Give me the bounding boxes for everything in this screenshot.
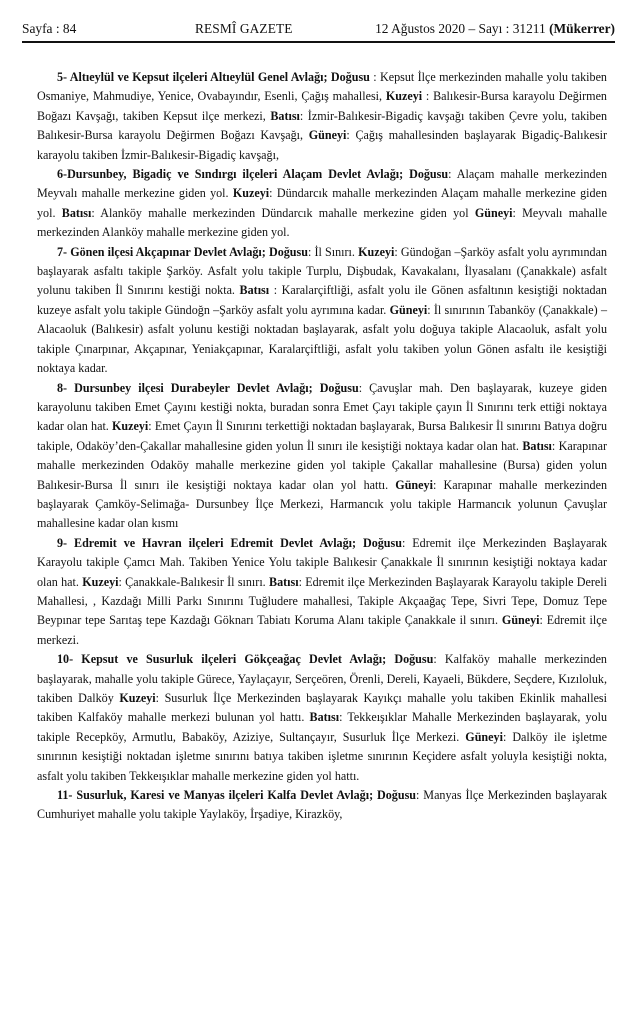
section-title: 5- Altıeylül ve Kepsut ilçeleri Altıeylül Genel Avlağı; [57, 70, 328, 84]
section-title: 11- Susurluk, Karesi ve Manyas ilçeleri Kalfa Devlet Avlağı; [57, 788, 374, 803]
direction-label: Güneyi [474, 205, 513, 220]
section-paragraph [37, 379, 607, 534]
boundary-text: : Gündoğan –Şarköy asfalt yolu ayrımından başlayarak asfaltı takiple Şarköy. Asfalt yolu takiple Turplu, Dişbudak, Kavakalanı, İlyasalanı (Çanakkale) asfalt yolunu takiben İl Sınırını kestiği nokta. [37, 244, 607, 298]
section-title: 10- Kepsut ve Susurluk ilçeleri Gökçeağaç Devlet Avlağı; [57, 652, 387, 667]
direction-label: Batısı [309, 710, 340, 725]
direction-label: Batısı [522, 438, 552, 453]
boundary-text: : Dalköy ile işletme sınırının kesiştiği noktadan işletme sınırını batıya takiben işletme sınırının Keçidere asfalt yoluyla kesiştiği nokta, asfalt yolu takiben Tekkeışıklar mahalle merkezine giden yol hattı. [37, 729, 607, 783]
publication-title: RESMÎ GAZETE [195, 21, 293, 36]
boundary-text: : Alaçam mahalle merkezinden Meyvalı mahalle merkezine giden yol. [37, 167, 607, 201]
boundary-text: : Karapınar mahalle merkezinden Odaköy mahalle merkezine giden yol takiple Çakallar mahallesine (Bursa) giden yolun Balıkesir-Bursa İl sınırı ile kesiştiği noktaya kadar olan yol hattı. [37, 438, 607, 492]
boundary-text: : Balıkesir-Bursa karayolu Değirmen Boğazı Kavşağı, takiben Kepsut ilçe merkezi, [37, 89, 607, 123]
boundary-text: : Edremit ilçe Merkezinden Başlayarak Karayolu takiple Çamcı Mah. Takiben Yenice Yolu takiple Balıkesir Çanakkale İl sınırının kesiştiği noktaya kadar olan hat. [37, 535, 607, 589]
boundary-text: : Çağış mahallesinden başlayarak Bigadiç-Balıkesir karayolu takiben İzmir-Balıkesir-Bigadiç kavşağı, [37, 128, 607, 162]
boundary-text: : İl Sınırı. [307, 244, 359, 259]
section-title: 7- Gönen ilçesi Akçapınar Devlet Avlağı; [57, 244, 266, 259]
direction-label: Batısı [61, 205, 92, 220]
boundary-text: : Alanköy mahalle merkezinden Dündarcık mahalle merkezine giden yol [91, 205, 475, 220]
direction-label: Kuzeyi [119, 691, 156, 705]
boundary-text: : Manyas İlçe Merkezinden başlayarak Cumhuriyet mahalle yolu takiple Yaylaköy, İrşadiye, Kirazköy, [37, 788, 607, 822]
page-number: Sayfa : 84 [22, 21, 77, 36]
issue-suffix: (Mükerrer) [549, 21, 615, 36]
direction-label: Doğusu [268, 244, 308, 259]
section-paragraph [37, 650, 607, 786]
direction-label: Kuzeyi [82, 574, 119, 589]
issue-info [375, 20, 615, 38]
boundary-text: : İzmir-Balıkesir-Bigadiç kavşağı takiben Çevre yolu, takiben Balıkesir-Bursa karayolu Değirmen Boğazı Kavşağı, [37, 108, 607, 143]
section-paragraph [37, 243, 607, 379]
boundary-text: : Çanakkale-Balıkesir İl sınırı. [118, 574, 269, 589]
boundary-text: : Kalfaköy mahalle merkezinden başlayarak, mahalle yolu takiple Gürece, Yaylaçayır, Serçeören, Örenli, Dereli, Kayaeli, Bükdere, Seçdere, Kızıloluk, takiben Dalköy [37, 652, 607, 705]
boundary-text: : Çavuşlar mah. Den başlayarak, kuzeye giden karayolunu takiben Emet Çayını kestiği nokta, buradan sonra Emet Çayı takiple çayın İl Sınırını terk ettiği noktaya kadar olan hat. [37, 380, 607, 434]
direction-label: Batısı [269, 574, 299, 589]
direction-label: Batısı [239, 283, 270, 298]
section-paragraph [37, 165, 607, 243]
boundary-text: : İl sınırının Tabanköy (Çanakkale) – Alacaoluk (Balıkesir) asfalt yolunu kestiği noktadan başlayarak, asfalt yolu doğuya takiple Alacaoluk, asfalt yolu takiple Çınarpınar, Akçapınar, Yeniakçapınar, Karalarçiftliği, asfalt yolu takiben yolun Gönen asfaltı ile kesiştiği noktaya kadar. [37, 302, 607, 376]
boundary-text: : Emet Çayın İl Sınırını terkettiği noktadan başlayarak, Bursa Balıkesir İl sınırını Batıya doğru takiple, Odaköy’den-Çakallar mahallesine giden yolun İl sınırı ile kesiştiği noktaya kadar olan hat. [37, 419, 608, 453]
direction-label: Batısı [270, 108, 300, 123]
section-title: 9- Edremit ve Havran ilçeleri Edremit Devlet Avlağı; [57, 535, 357, 550]
section-title: 8- Dursunbey ilçesi Durabeyler Devlet Avlağı; [57, 380, 313, 395]
section-title: 6-Dursunbey, Bigadiç ve Sındırgı ilçeleri Alaçam Devlet Avlağı; [57, 167, 404, 182]
boundary-text: : Karapınar mahalle merkezinden başlayarak Çamköy-Selimağa- Dursunbey İlçe Merkezi, Harmancık yolu takiple Harmancık yolunun Çavuşlar mahallesine kadar olan kısmı [37, 477, 607, 531]
boundary-text: : Kepsut İlçe merkezinden mahalle yolu takiben Osmaniye, Mahmudiye, Yenice, Ovabayındır, Esenli, Çağış mahallesi, [37, 70, 607, 104]
page-header [22, 20, 615, 38]
direction-label: Doğusu [377, 788, 417, 803]
direction-label: Güneyi [465, 729, 503, 744]
direction-label: Doğusu [409, 167, 449, 182]
boundary-text: : Edremit ilçe merkezi. [37, 613, 607, 647]
direction-label: Doğusu [362, 535, 402, 550]
boundary-text: : Susurluk İlçe Merkezinden başlayarak Kayıkçı mahalle yolu takiben Ekinlik mahallesi takiben Kalfaköy mahalle merkezi bulunan yol hattı. [37, 691, 607, 725]
direction-label: Güneyi [389, 302, 428, 317]
issue-date-number: 12 Ağustos 2020 – Sayı : 31211 [375, 21, 546, 36]
direction-label: Doğusu [330, 70, 370, 84]
boundary-text: : Tekkeışıklar Mahalle Merkezinden başlayarak, yolu takiple Recepköy, Armutlu, Babaköy, Aziziye, Sultançayır, Susurluk İlçe Merkezi. [37, 710, 607, 744]
direction-label: Doğusu [394, 652, 434, 667]
boundary-text: : Edremit ilçe Merkezinden Başlayarak Karayolu takiple Dereli Mahallesi, , Kazdağı Milli Parkı Sınırını Tuğludere mahallesi, Takiple Akçaağaç Tepe, Sivri Tepe, Domuz Tepe Beypınar tepe Sarıtaş tepe Kazdağı Göknarı Tabiatı Koruma Alanı takiple Çanakkale il sınırı. [37, 574, 607, 628]
section-paragraph [37, 534, 607, 650]
direction-label: Güneyi [308, 128, 347, 143]
boundary-text: : Karalarçiftliği, asfalt yolu ile Gönen asfaltının kesiştiği noktadan kuzeye asfalt yolu takiple Gündoğn –Şarköy asfalt yolu ayrımına kadar. [37, 283, 607, 317]
direction-label: Kuzeyi [112, 419, 149, 434]
direction-label: Doğusu [319, 380, 359, 395]
section-paragraph [37, 68, 607, 165]
direction-label: Kuzeyi [358, 244, 395, 259]
direction-label: Güneyi [395, 477, 433, 492]
boundary-text: : Dündarcık mahalle merkezinden Alaçam mahalle merkezine giden yol. [37, 186, 607, 220]
boundary-text: : Meyvalı mahalle merkezinden Alanköy mahalle merkezine giden yol. [37, 205, 607, 240]
section-paragraph [37, 786, 607, 825]
direction-label: Kuzeyi [232, 186, 270, 201]
header-rule [22, 41, 615, 43]
direction-label: Kuzeyi [385, 89, 423, 104]
document-body [37, 68, 607, 825]
direction-label: Güneyi [501, 613, 540, 628]
